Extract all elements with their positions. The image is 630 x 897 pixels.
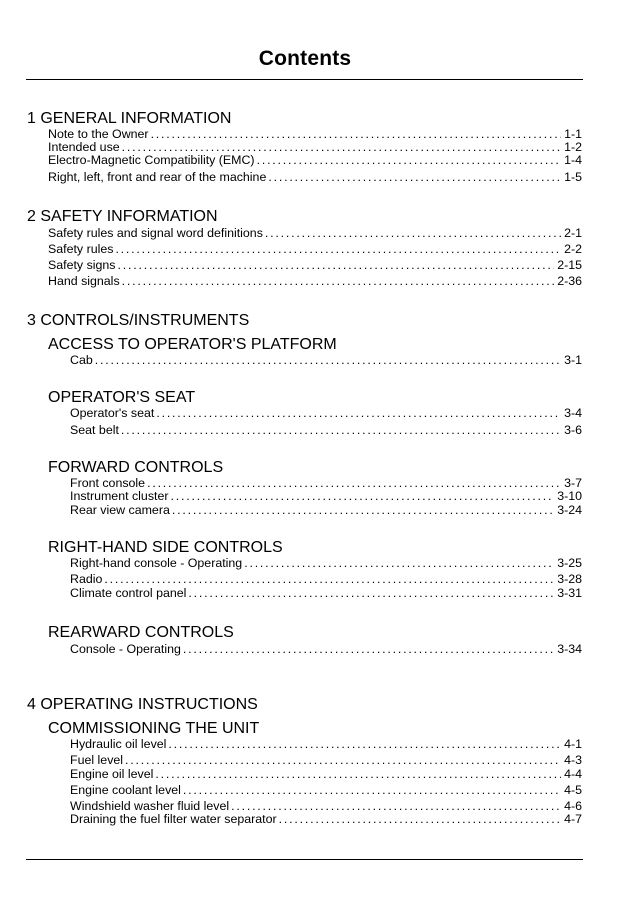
toc-entry-right-hand-console[interactable] xyxy=(70,556,582,570)
toc-entry-page: 3-31 xyxy=(557,586,582,600)
toc-entry-page: 2-1 xyxy=(564,226,582,240)
toc-entry-fuel-level[interactable] xyxy=(70,753,582,767)
dot-leader xyxy=(147,476,561,490)
dot-leader xyxy=(183,783,561,797)
toc-entry-title: Draining the fuel filter water separator xyxy=(70,812,277,826)
dot-leader xyxy=(156,406,561,420)
section-heading-operating-instructions: 4 OPERATING INSTRUCTIONS xyxy=(27,696,258,713)
toc-entry-page: 3-10 xyxy=(557,489,582,503)
toc-entry-title: Safety signs xyxy=(48,258,116,272)
toc-entry-right-left-front-rear[interactable] xyxy=(48,170,582,184)
toc-entry-page: 1-1 xyxy=(564,127,582,141)
dot-leader xyxy=(265,226,561,240)
dot-leader xyxy=(231,799,561,813)
toc-entry-title: Console - Operating xyxy=(70,642,181,656)
toc-entry-hydraulic-oil-level[interactable] xyxy=(70,737,582,751)
toc-entry-page: 3-1 xyxy=(564,353,582,367)
toc-entry-page: 4-5 xyxy=(564,783,582,797)
toc-entry-title: Safety rules and signal word definitions xyxy=(48,226,263,240)
toc-entry-title: Fuel level xyxy=(70,753,124,767)
dot-leader xyxy=(155,767,561,781)
toc-entry-page: 3-25 xyxy=(557,556,582,570)
toc-entry-title: Engine oil level xyxy=(70,767,154,781)
dot-leader xyxy=(104,572,554,586)
toc-entry-title: Windshield washer fluid level xyxy=(70,799,230,813)
toc-entry-title: Instrument cluster xyxy=(70,489,169,503)
toc-entry-title: Note to the Owner xyxy=(48,127,149,141)
toc-entry-title: Safety rules xyxy=(48,242,114,256)
toc-entry-title: Rear view camera xyxy=(70,503,170,517)
toc-entry-safety-rules[interactable] xyxy=(48,242,582,256)
subsection-heading-operators-seat: OPERATOR'S SEAT xyxy=(48,389,196,406)
toc-entry-page: 2-36 xyxy=(557,274,582,288)
toc-entry-console-operating[interactable] xyxy=(70,642,582,656)
section-heading-controls-instruments: 3 CONTROLS/INSTRUMENTS xyxy=(27,312,250,329)
toc-entry-page: 4-6 xyxy=(564,799,582,813)
toc-entry-hand-signals[interactable] xyxy=(48,274,582,288)
toc-entry-title: Intended use xyxy=(48,140,120,154)
dot-leader xyxy=(257,153,562,167)
toc-entry-page: 2-2 xyxy=(564,242,582,256)
subsection-heading-forward-controls: FORWARD CONTROLS xyxy=(48,459,224,476)
top-divider xyxy=(26,79,583,80)
toc-entry-page: 3-24 xyxy=(557,503,582,517)
toc-entry-page: 4-7 xyxy=(564,812,582,826)
toc-entry-page: 4-3 xyxy=(564,753,582,767)
page-title: Contents xyxy=(258,47,352,70)
dot-leader xyxy=(183,642,554,656)
toc-entry-page: 1-4 xyxy=(564,153,582,167)
dot-leader xyxy=(279,812,561,826)
toc-entry-intended-use[interactable] xyxy=(48,140,582,154)
toc-entry-page: 3-6 xyxy=(564,423,582,437)
subsection-heading-access-to-platform: ACCESS TO OPERATOR'S PLATFORM xyxy=(48,336,337,353)
dot-leader xyxy=(188,586,554,600)
dot-leader xyxy=(115,242,561,256)
dot-leader xyxy=(95,353,561,367)
toc-entry-title: Radio xyxy=(70,572,103,586)
dot-leader xyxy=(122,274,555,288)
toc-entry-emc[interactable] xyxy=(48,153,582,167)
toc-entry-title: Right-hand console - Operating xyxy=(70,556,243,570)
toc-entry-page: 4-1 xyxy=(564,737,582,751)
toc-entry-title: Front console xyxy=(70,476,146,490)
bottom-divider xyxy=(26,859,583,860)
toc-entry-seat-belt[interactable] xyxy=(70,423,582,437)
toc-entry-title: Cab xyxy=(70,353,93,367)
toc-entry-operators-seat[interactable] xyxy=(70,406,582,420)
dot-leader xyxy=(170,489,554,503)
toc-entry-page: 3-4 xyxy=(564,406,582,420)
subsection-heading-rearward-controls: REARWARD CONTROLS xyxy=(48,624,234,641)
toc-entry-page: 3-34 xyxy=(557,642,582,656)
toc-entry-page: 3-7 xyxy=(564,476,582,490)
toc-entry-windshield-washer-fluid-level[interactable] xyxy=(70,799,582,813)
toc-entry-page: 1-5 xyxy=(564,170,582,184)
dot-leader xyxy=(122,140,561,154)
dot-leader xyxy=(118,258,555,272)
toc-entry-title: Engine coolant level xyxy=(70,783,181,797)
subsection-heading-right-hand-side-controls: RIGHT-HAND SIDE CONTROLS xyxy=(48,539,283,556)
toc-entry-note-to-the-owner[interactable] xyxy=(48,127,582,141)
toc-entry-cab[interactable] xyxy=(70,353,582,367)
toc-entry-safety-signs[interactable] xyxy=(48,258,582,272)
toc-entry-page: 2-15 xyxy=(557,258,582,272)
toc-entry-climate-control-panel[interactable] xyxy=(70,586,582,600)
toc-entry-title: Hand signals xyxy=(48,274,120,288)
dot-leader xyxy=(172,503,554,517)
toc-entry-engine-coolant-level[interactable] xyxy=(70,783,582,797)
toc-entry-safety-rules-signal-words[interactable] xyxy=(48,226,582,240)
section-heading-general-information: 1 GENERAL INFORMATION xyxy=(27,110,232,127)
toc-entry-page: 3-28 xyxy=(557,572,582,586)
toc-entry-title: Seat belt xyxy=(70,423,119,437)
subsection-heading-commissioning-the-unit: COMMISSIONING THE UNIT xyxy=(48,720,260,737)
dot-leader xyxy=(121,423,561,437)
toc-entry-rear-view-camera[interactable] xyxy=(70,503,582,517)
toc-entry-engine-oil-level[interactable] xyxy=(70,767,582,781)
toc-entry-title: Electro-Magnetic Compatibility (EMC) xyxy=(48,153,255,167)
dot-leader xyxy=(151,127,562,141)
section-heading-safety-information: 2 SAFETY INFORMATION xyxy=(27,208,218,225)
toc-entry-draining-fuel-filter[interactable] xyxy=(70,812,582,826)
dot-leader xyxy=(125,753,561,767)
toc-entry-title: Hydraulic oil level xyxy=(70,737,167,751)
toc-entry-page: 1-2 xyxy=(564,140,582,154)
dot-leader xyxy=(244,556,554,570)
toc-entry-instrument-cluster[interactable] xyxy=(70,489,582,503)
toc-entry-title: Climate control panel xyxy=(70,586,187,600)
toc-entry-radio[interactable] xyxy=(70,572,582,586)
toc-entry-title: Operator's seat xyxy=(70,406,155,420)
toc-entry-title: Right, left, front and rear of the machine xyxy=(48,170,267,184)
toc-entry-page: 4-4 xyxy=(564,767,582,781)
dot-leader xyxy=(268,170,561,184)
dot-leader xyxy=(168,737,561,751)
toc-entry-front-console[interactable] xyxy=(70,476,582,490)
